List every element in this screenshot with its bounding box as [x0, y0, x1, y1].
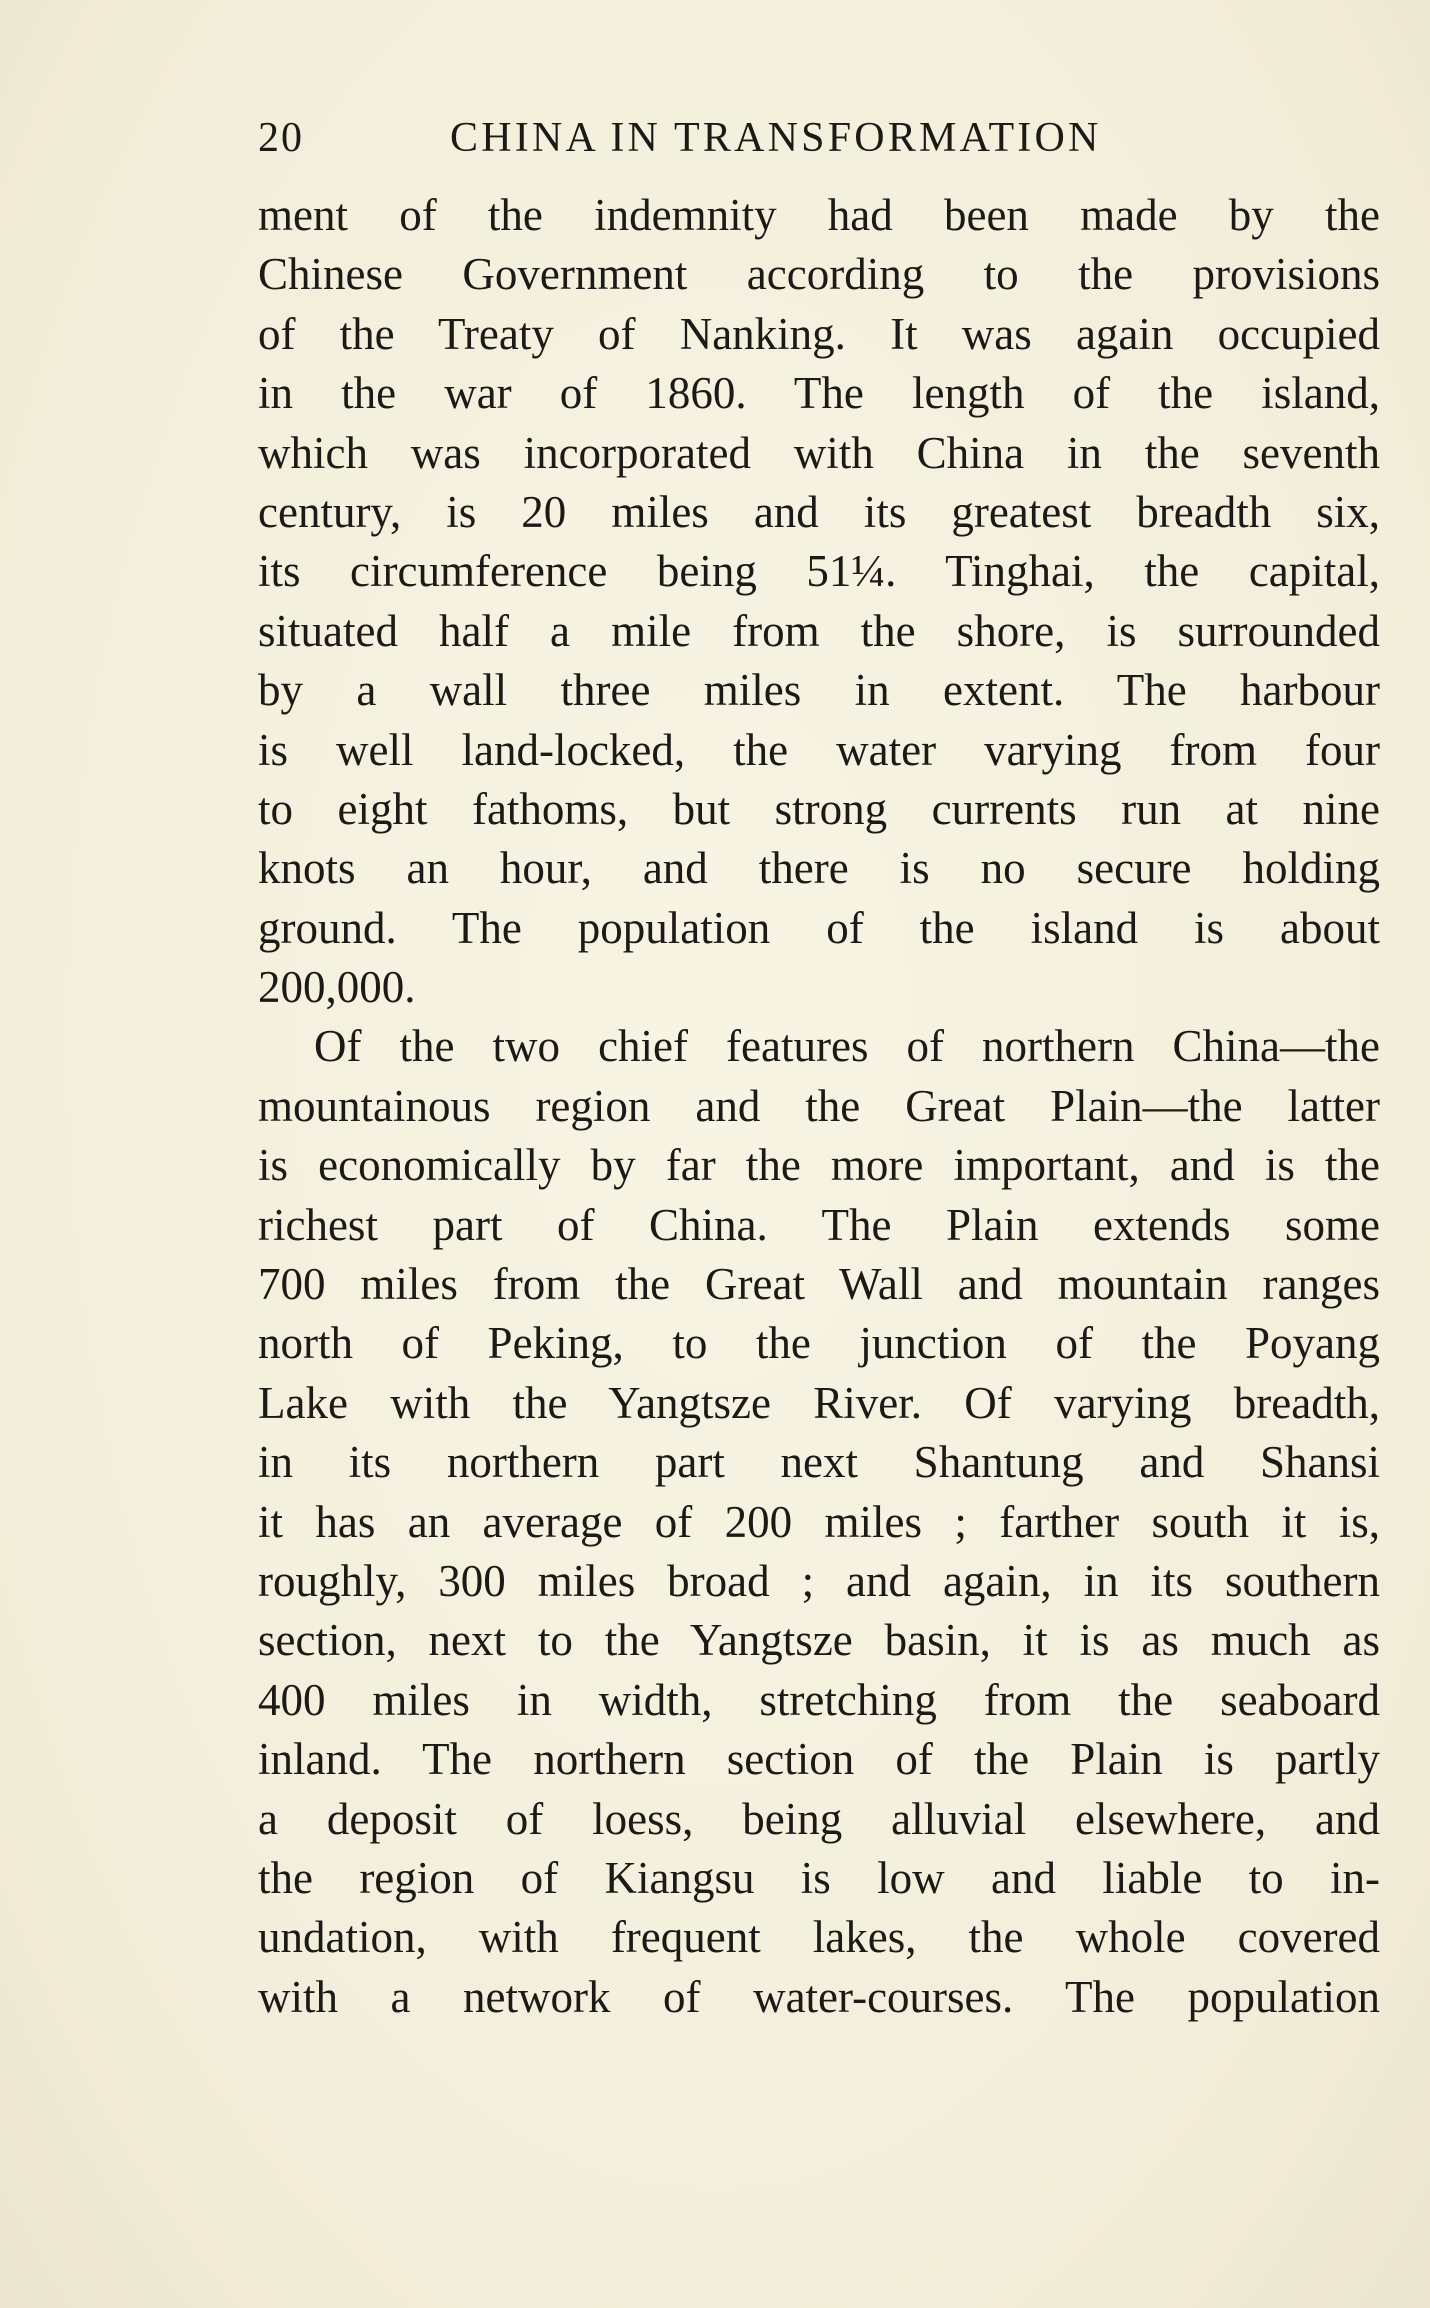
text-line: ment of the indemnity had been made by the [258, 190, 1380, 240]
text-line: century, is 20 miles and its greatest breadth six, [258, 486, 1380, 537]
text-line: north of Peking, to the junction of the Poyang [258, 1318, 1380, 1369]
text-line: 700 miles from the Great Wall and mountain ranges [258, 1259, 1380, 1310]
text-line: which was incorporated with China in the seventh [258, 427, 1380, 478]
text-line: Chinese Government according to the provisions [258, 249, 1380, 300]
text-line: knots an hour, and there is no secure holding [258, 843, 1380, 894]
text-line: by a wall three miles in extent. The harbour [258, 665, 1380, 716]
text-line: of the Treaty of Nanking. It was again occupied [258, 308, 1380, 359]
body-text [258, 186, 1380, 2027]
text-line: roughly, 300 miles broad ; and again, in its southern [258, 1555, 1380, 1606]
text-line: ground. The population of the island is about [258, 902, 1380, 953]
running-title: CHINA IN TRANSFORMATION [450, 115, 1102, 161]
text-line: the region of Kiangsu is low and liable to in- [258, 1852, 1380, 1903]
text-line: richest part of China. The Plain extends some [258, 1199, 1380, 1250]
text-line: is well land-locked, the water varying from four [258, 724, 1380, 775]
paragraph-end-line: 200,000. [258, 962, 416, 1013]
text-line: situated half a mile from the shore, is surrounded [258, 605, 1380, 656]
text-line: to eight fathoms, but strong currents run at nine [258, 783, 1380, 834]
text-line: section, next to the Yangtsze basin, it is as much as [258, 1615, 1380, 1666]
text-line: a deposit of loess, being alluvial elsewhere, and [258, 1793, 1380, 1844]
text-line: is economically by far the more important, and is the [258, 1140, 1380, 1191]
text-line: it has an average of 200 miles ; farther south it is, [258, 1496, 1380, 1547]
page-number: 20 [258, 115, 304, 161]
running-head [258, 108, 1192, 168]
paragraph-first-line: Of the two chief features of northern China—the [314, 1021, 1380, 1072]
text-line: mountainous region and the Great Plain—the latter [258, 1080, 1380, 1131]
text-line: inland. The northern section of the Plain is partly [258, 1734, 1380, 1785]
text-line: undation, with frequent lakes, the whole covered [258, 1912, 1380, 1963]
text-line: with a network of water-courses. The population [258, 1971, 1380, 2022]
text-line: in the war of 1860. The length of the island, [258, 368, 1380, 419]
text-line: its circumference being 51¼. Tinghai, the capital, [258, 546, 1380, 597]
text-line: in its northern part next Shantung and Shansi [258, 1437, 1380, 1488]
text-line: Lake with the Yangtsze River. Of varying breadth, [258, 1377, 1380, 1428]
text-line: 400 miles in width, stretching from the seaboard [258, 1674, 1380, 1725]
